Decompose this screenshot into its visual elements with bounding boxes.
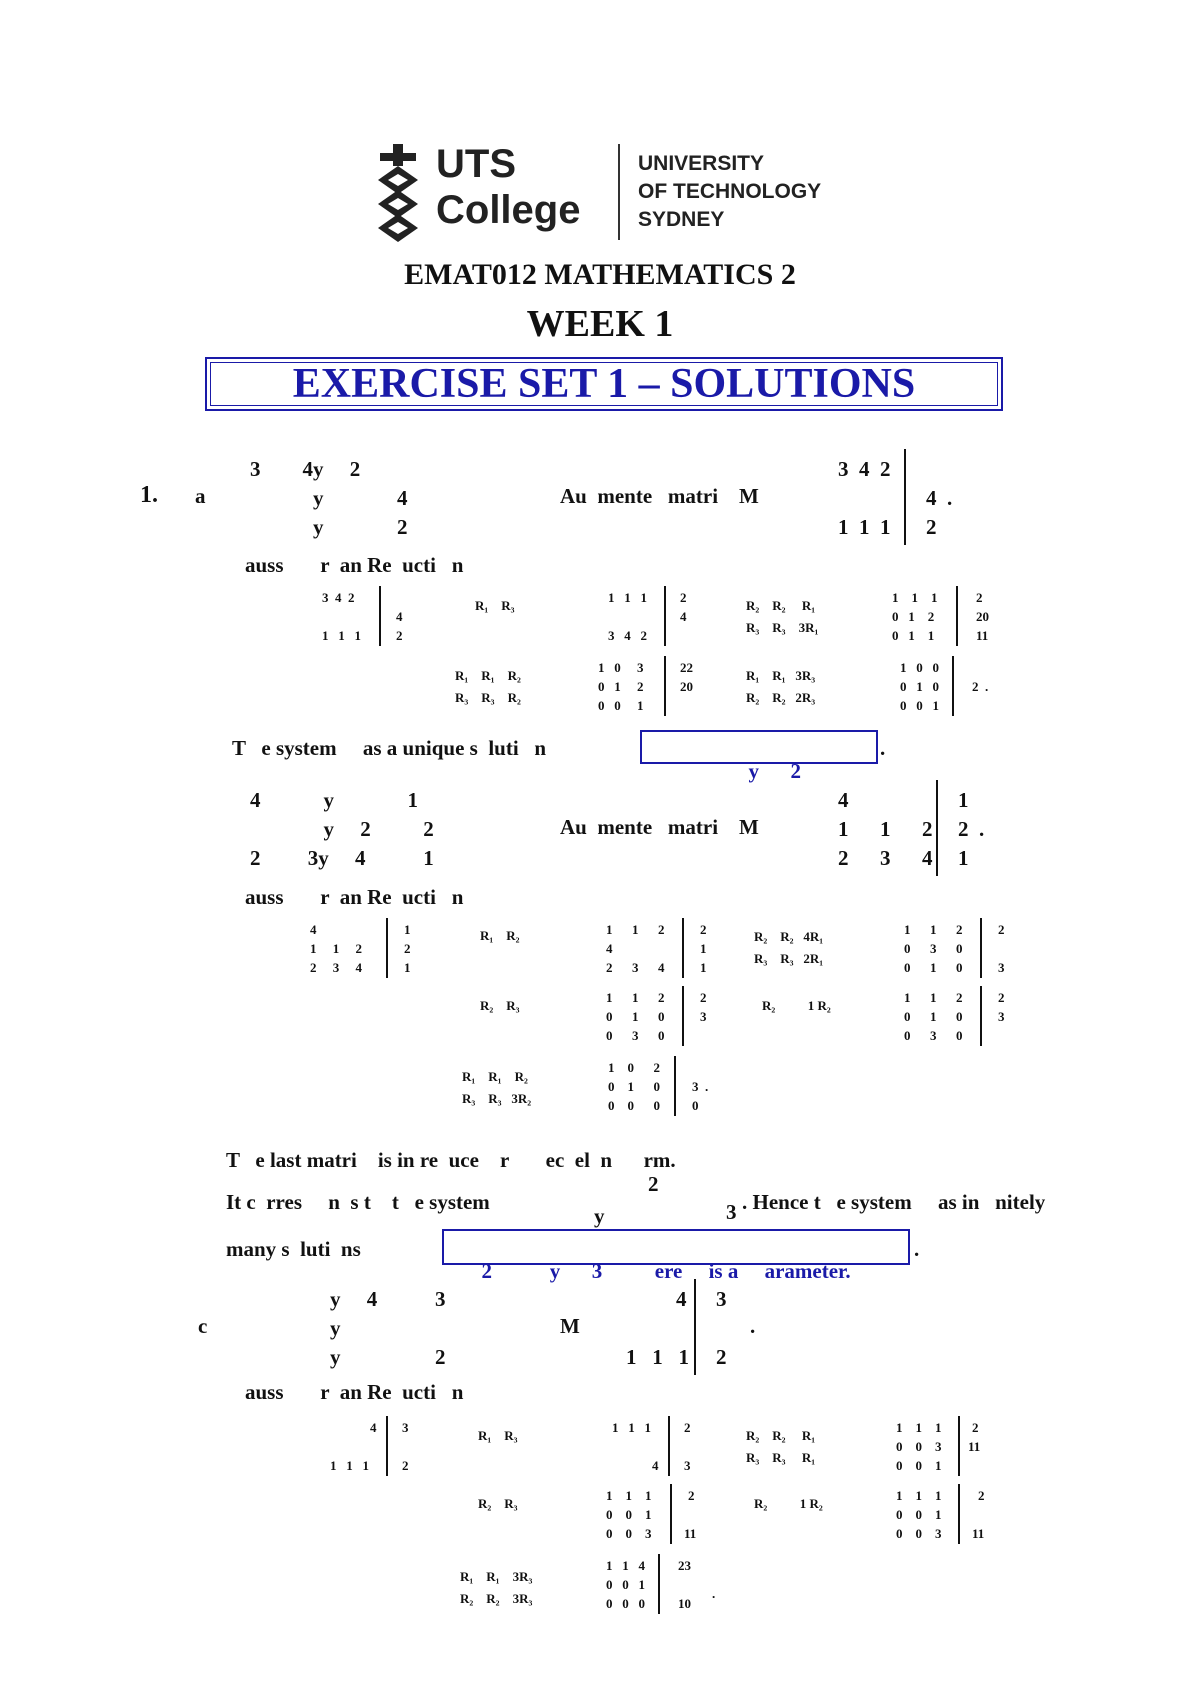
part-b-op-2: R₂ R₂ 4R₁ R₃ R₃ 2R₁ [754, 929, 824, 966]
exercise-title-box [205, 357, 1003, 411]
part-c-system: y 4 3 y y 2 [330, 1287, 446, 1369]
part-a-answer: y 2 [748, 759, 801, 783]
part-c-op-1: R₁ R₃ [478, 1428, 518, 1443]
part-c-label: c [198, 1314, 208, 1338]
part-a-gauss-heading: auss r an Re ucti n [245, 553, 464, 577]
part-b-text-2b: . Hence t e system as in nitely [742, 1190, 1046, 1214]
logo-college: College [436, 188, 581, 232]
logo-line-2: OF TECHNOLOGY [638, 180, 822, 203]
exercise-title: EXERCISE SET 1 – SOLUTIONS [292, 361, 916, 407]
logo-uts: UTS [436, 142, 516, 186]
logo-divider [618, 144, 620, 240]
part-a-system: 3 4y 2 y 4 y 2 [250, 457, 408, 539]
uts-logo [372, 142, 832, 242]
part-b-op-4: R₂ 1 R₂ [762, 998, 831, 1013]
week-title: WEEK 1 [526, 303, 674, 345]
part-b-text-3: many s luti ns [226, 1237, 361, 1261]
part-b-op-1: R₁ R₂ [480, 928, 520, 943]
uts-crest-icon [372, 144, 424, 244]
part-a-answer-box [640, 730, 878, 783]
part-b-op-5: R₁ R₁ R₂ R₃ R₃ 3R₂ [462, 1069, 532, 1106]
part-a-op-3: R₁ R₁ R₂ R₃ R₃ R₂ [455, 668, 521, 705]
part-b-op-3: R₂ R₃ [480, 998, 520, 1013]
part-a-conclusion: T e system as a unique s luti n [232, 736, 547, 760]
part-c-gauss-heading: auss r an Re ucti n [245, 1380, 464, 1404]
part-b-text-2: It c rres n s t t e system [226, 1190, 490, 1214]
question-number: 1. [140, 482, 158, 508]
part-a-op-1: R₁ R₃ [475, 598, 515, 613]
part-a-augmented-matrix: 3 4 2 1 1 1 4 . 2 [838, 455, 978, 545]
course-title: EMAT012 MATHEMATICS 2 [404, 258, 796, 291]
part-a-op-2: R₂ R₂ R₁ R₃ R₃ 3R₁ [746, 598, 819, 635]
part-a-label: a [195, 484, 206, 508]
part-c-op-3: R₂ R₃ [478, 1496, 518, 1511]
part-b-gauss-heading: auss r an Re ucti n [245, 885, 464, 909]
part-b-answer-box [442, 1229, 910, 1283]
logo-line-1: UNIVERSITY [638, 152, 765, 175]
part-a-augmented-label: Au mente matri M [560, 484, 759, 508]
part-c-op-4: R₂ 1 R₂ [754, 1496, 823, 1511]
part-c-op-2: R₂ R₂ R₁ R₃ R₃ R₁ [746, 1428, 816, 1465]
part-b-system: 4 y 1 y 2 2 2 3y 4 1 [250, 788, 434, 870]
part-c-op-5: R₁ R₁ 3R₃ R₂ R₂ 3R₃ [460, 1569, 533, 1606]
part-a-op-4: R₁ R₁ 3R₃ R₂ R₂ 2R₃ [746, 668, 816, 705]
part-b-answer: 2 y 3 ere is a arameter. [460, 1259, 851, 1283]
logo-line-3: SYDNEY [638, 208, 725, 231]
part-b-augmented-label: Au mente matri M [560, 815, 759, 839]
part-c-augmented-label: M [560, 1314, 580, 1338]
part-b-text-1: T e last matri is in re uce r ec el n rm. [226, 1148, 676, 1172]
